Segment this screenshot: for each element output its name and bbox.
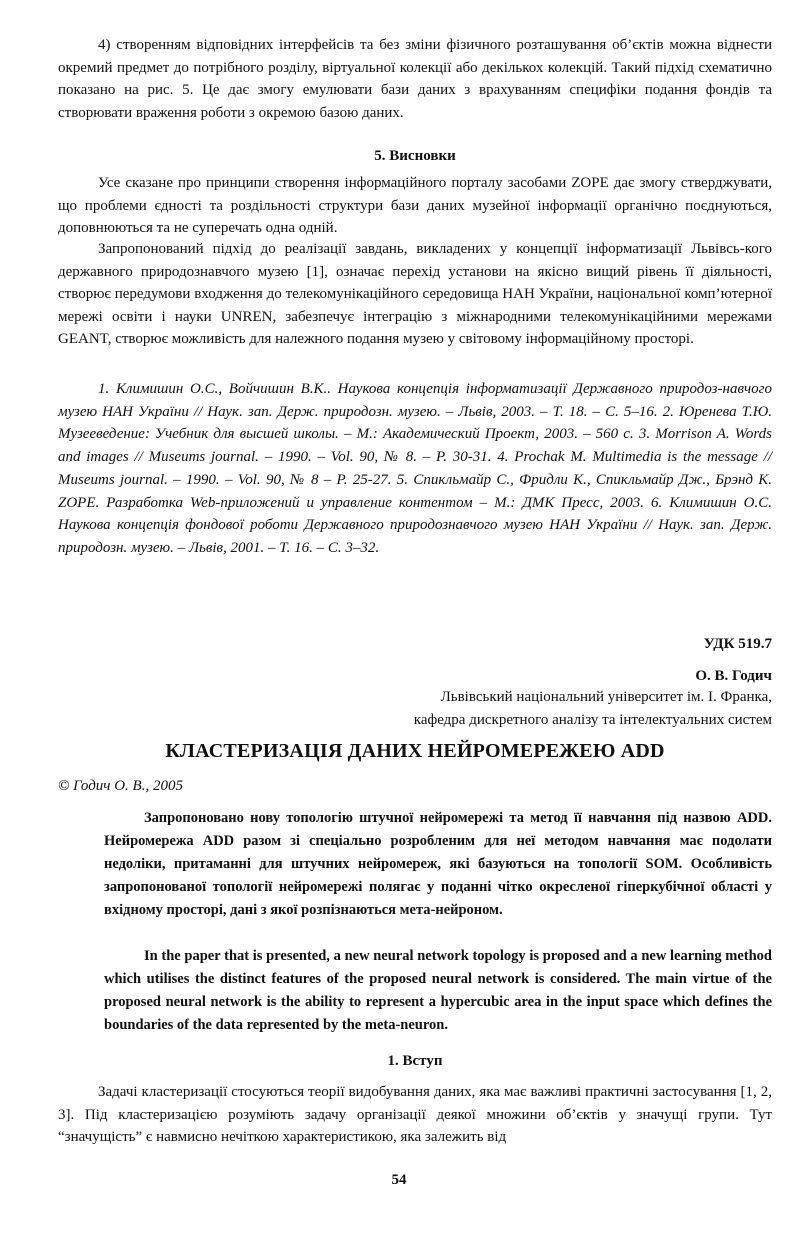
conclusions-heading: 5. Висновки [374, 148, 456, 164]
affiliation-university: Львівський національний університет ім. І. Франка, [440, 689, 772, 705]
introduction-paragraph: Задачі кластеризації стосуються теорії видобування даних, яка має важливі практичні застосування [1, 2, 3]. Під кластеризацією розуміють задачу організації деякої множини об’єктів у значущі групи. Тут “значущість” є навмисно нечіткою характеристикою, яка залежить від [58, 1084, 772, 1145]
abstract-english: In the paper that is presented, a new neural network topology is proposed and a new learning method which utilises the distinct features of the proposed neural network is considered. The main virtue of the proposed neural network is the ability to represent a hypercubic area in the input space which defines the boundaries of the data represented by the meta-neuron. [104, 948, 772, 1033]
conclusions-paragraph-2: Запропонований підхід до реалізації завдань, викладених у концепції інформатизації Львівсь-кого державного природознавчого музею [1], означає перехід установи на якісно вищий рівень її діяльності, створює передумови входження до телекомунікаційного середовища НАН України, національної комп’ютерної мережі освіти і науки UNREN, забезпечує інтеграцію з міжнародними телекомунікаційними мережами GEANT, створює можливість для належного подання музею у світовому інформаційному просторі. [58, 241, 772, 347]
previous-article-paragraph: 4) створенням відповідних інтерфейсів та без зміни фізичного розташування об’єктів можна віднести окремий предмет до потрібного розділу, віртуальної колекції або декількох колекцій. Такий підхід схематично показано на рис. 5. Це дає змогу емулювати бази даних з врахуванням специфіки подання фондів та створювати враження роботи з окремою базою даних. [58, 37, 772, 121]
copyright-line: © Годич О. В., 2005 [58, 778, 183, 794]
affiliation-department: кафедра дискретного аналізу та інтелектуальних систем [413, 711, 772, 728]
page-number: 54 [391, 1172, 407, 1188]
conclusions-paragraph-1: Усе сказане про принципи створення інформаційного порталу засобами ZOPE дає змогу стверджувати, що проблеми єдності та роздільності структури бази даних музейної інформації органічно поєднуються, доповнюються та не суперечать одна одній. [58, 175, 772, 236]
references-list: 1. Климишин О.С., Войчишин В.К.. Наукова концепція інформатизації Державного природоз-навчого музею НАН України // Наук. зап. Держ. природозн. музею. – Львів, 2003. – Т. 18. – С. 5–16. 2. Юренева Т.Ю. Музееведение: Учебник для высшей школы. – М.: Академический Проект, 2003. – 560 с. 3. Morrison A. Words and images // Museums journal. – 1990. – Vol. 90, № 8. – P. 30-31. 4. Prochak M. Multimedia is the message // Museums journal. – 1990. – Vol. 90, № 8 – P. 25-27. 5. Спикльмайр С., Фридли К., Спикльмайр Дж., Брэнд К. ZOPE. Разработка Web-приложений и управление контентом – М.: ДМК Пресс, 2003. 6. Климишин О.С. Наукова концепція фондової роботи Державного природознавчого музею НАН України // Наук. зап. Держ. природозн. музею. – Львів, 2001. – Т. 16. – С. 3–32. [58, 381, 772, 556]
article-title: КЛАСТЕРИЗАЦІЯ ДАНИХ НЕЙРОМЕРЕЖЕЮ ADD [165, 740, 665, 762]
article-author: О. В. Годич [695, 668, 772, 684]
abstract-ukrainian: Запропоновано нову топологію штучної нейромережі та метод її навчання під назвою ADD. Нейромережа ADD разом зі спеціально розробленим для неї методом навчання має подолати недоліки, притаманні для штучних нейромереж, які базуються на топології SOM. Особливість запропонованої топології нейромережі полягає у поданні чітко окресленої гіперкубічної області у вхідному просторі, дані з якої розпізнаються мета-нейроном. [104, 810, 772, 918]
udc-code: УДК 519.7 [703, 636, 772, 652]
author-affiliation [58, 686, 772, 731]
introduction-heading: 1. Вступ [387, 1053, 443, 1069]
